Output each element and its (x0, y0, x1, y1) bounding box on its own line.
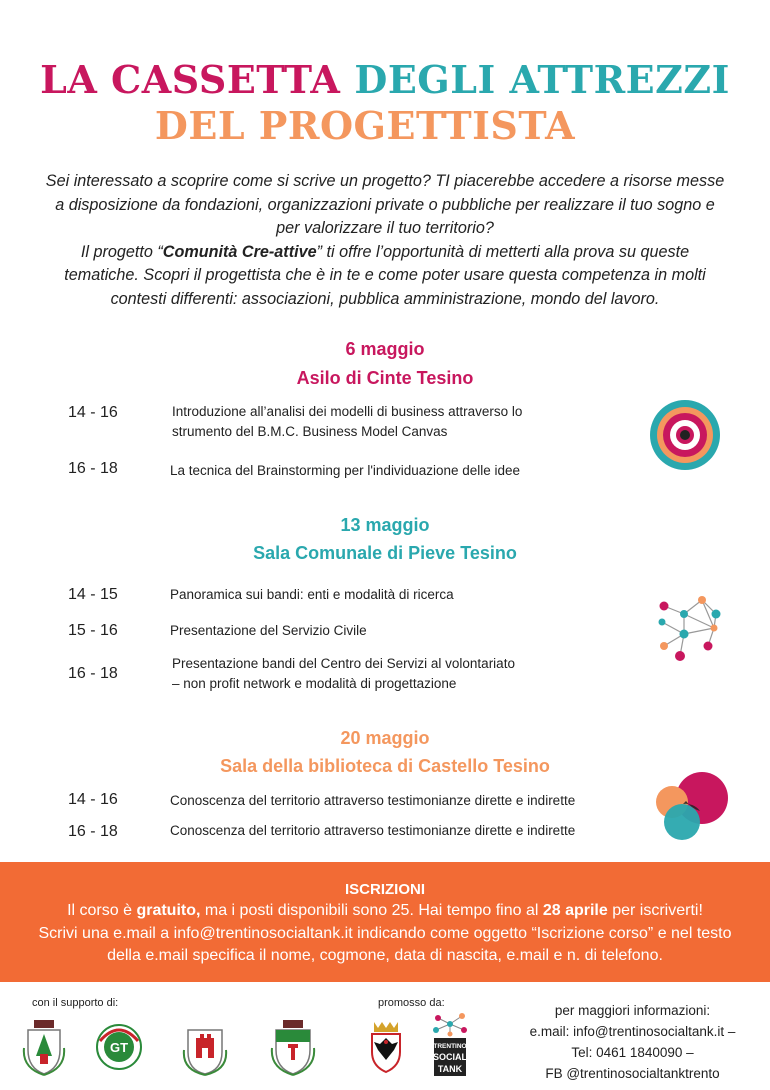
session-date: 13 maggio (340, 515, 430, 535)
overlapping-circles-icon (650, 770, 730, 844)
title-part2: DEGLI ATTREZZI (354, 57, 730, 102)
target-circles-icon (648, 398, 722, 472)
session-place: Asilo di Cinte Tesino (296, 368, 474, 388)
contact-facebook[interactable]: FB @trentinosocialtanktrento (545, 1066, 720, 1081)
svg-text:TANK: TANK (437, 1064, 463, 1074)
contact-info (515, 1000, 750, 1084)
municipality-crest-logo (182, 1020, 228, 1076)
session-desc: Conoscenza del territorio attraverso testimonianze dirette e indirette (170, 793, 576, 808)
contact-line: per maggiori informazioni: (554, 1003, 711, 1018)
session-date: 6 maggio (345, 339, 425, 359)
intro-line: tematiche. Scopri il progettista che è in te e come poter usare questa competenza in molti (64, 266, 706, 284)
intro-line: per valorizzare il tuo territorio? (276, 219, 494, 237)
intro-text (20, 170, 750, 311)
session-place: Sala della biblioteca di Castello Tesino (220, 756, 550, 776)
gruppo-giovani-logo (96, 1024, 142, 1070)
session-time: 15 - 16 (68, 622, 118, 639)
session-time: 14 - 15 (68, 586, 118, 603)
session-time: 14 - 16 (68, 791, 118, 808)
session-desc: Introduzione all’analisi dei modelli di business attraverso lo strumento del B.M.C. Business Model Canvas (172, 404, 523, 439)
provincia-trento-eagle-logo (366, 1018, 406, 1076)
session-date: 20 maggio (340, 728, 430, 748)
municipality-crest-logo (22, 1018, 66, 1076)
contact-email[interactable]: e.mail: info@trentinosocialtank.it – (529, 1024, 736, 1039)
banner-line: della e.mail specifica il nome, cogmone, data di nascita, e.mail e n. di telefono. (107, 947, 663, 964)
svg-text:GT: GT (109, 1040, 129, 1055)
session-place: Sala Comunale di Pieve Tesino (253, 543, 517, 563)
trentino-social-tank-logo (428, 1008, 472, 1078)
session-desc: Presentazione del Servizio Civile (170, 623, 367, 638)
svg-text:SOCIAL: SOCIAL (432, 1052, 468, 1062)
banner-line: Scrivi una e.mail a info@trentinosocialtank.it indicando come oggetto “Iscrizione corso” e nel testo (38, 924, 732, 942)
contact-phone: Tel: 0461 1840090 – (571, 1045, 694, 1060)
intro-line: a disposizione da fondazioni, organizzazioni private o pubbliche per realizzare il tuo sogno e (55, 195, 715, 214)
session-desc: Presentazione bandi del Centro dei Servizi al volontariato – non profit network e modalità di progettazione (172, 656, 515, 691)
session-time: 16 - 18 (68, 665, 118, 682)
network-icon (652, 590, 726, 664)
intro-line: Sei interessato a scoprire come si scrive un progetto? TI piacerebbe accedere a risorse messe (45, 172, 725, 190)
support-label: con il supporto di: (32, 997, 119, 1009)
banner-line: Il corso è gratuito, ma i posti disponibili sono 25. Hai tempo fino al 28 aprile per iscriverti! (67, 902, 703, 919)
banner-heading: ISCRIZIONI (344, 881, 425, 898)
session-time: 16 - 18 (68, 823, 118, 840)
title-part1: LA CASSETTA (40, 57, 341, 102)
session-desc: La tecnica del Brainstorming per l'individuazione delle idee (170, 463, 521, 478)
session-time: 16 - 18 (68, 460, 118, 477)
municipality-crest-logo (270, 1018, 316, 1076)
session-desc: Conoscenza del territorio attraverso testimonianze dirette e indirette (170, 823, 576, 838)
page-title (0, 58, 770, 102)
session-time: 14 - 16 (68, 404, 118, 421)
intro-line: Il progetto “Comunità Cre-attive” ti offre l’opportunità di metterti alla prova su queste (80, 242, 690, 261)
page-subtitle: DEL PROGETTISTA (154, 103, 576, 148)
registration-banner (0, 862, 770, 982)
project-name: Comunità Cre-attive (162, 242, 317, 261)
intro-line: contesti differenti: associazioni, pubblica amministrazione, mondo del lavoro. (110, 289, 660, 308)
svg-text:TRENTINO: TRENTINO (433, 1043, 467, 1050)
session-desc: Panoramica sui bandi: enti e modalità di ricerca (170, 587, 454, 602)
promoted-label: promosso da: (378, 997, 445, 1009)
